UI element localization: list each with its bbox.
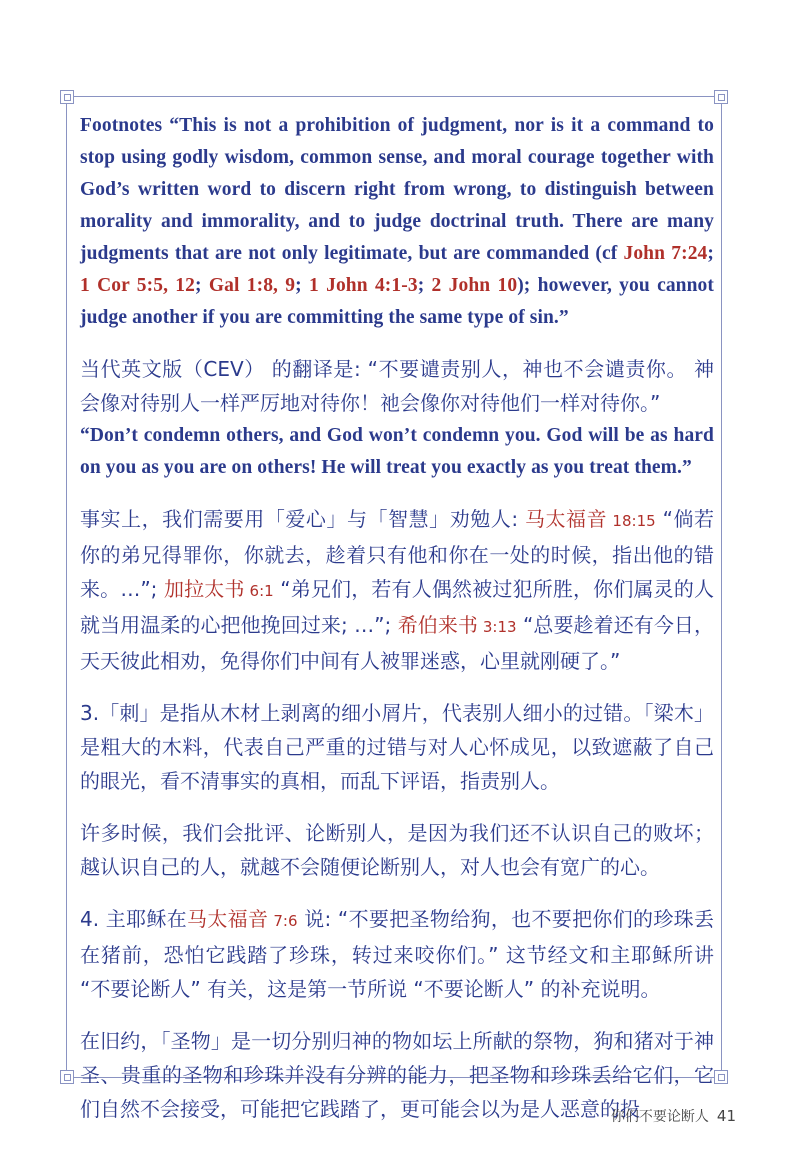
body-text: “总要趁着还有今日，天天彼此相劝，免得你们中间有人被罪迷惑，心里就刚硬了。” — [80, 613, 715, 673]
frame-corner-ornament — [60, 90, 74, 104]
body-text: 4. 主耶稣在 — [80, 907, 188, 931]
scripture-reference[interactable]: Gal 1:8, 9 — [208, 275, 296, 296]
cev-translation-paragraph — [80, 352, 714, 484]
page-number: 41 — [716, 1107, 736, 1125]
separator: ; — [417, 275, 432, 296]
separator: ; — [707, 243, 714, 264]
body-text: “弟兄们，若有人偶然被过犯所胜，你们属灵的人就当用温柔的心把他挽回过来; …”; — [80, 577, 714, 637]
scripture-reference[interactable]: 2 John 10 — [431, 275, 518, 296]
footnote-text: ); however, you cannot judge another if you are committing the same type of sin.” — [80, 275, 715, 328]
exhortation-paragraph — [80, 502, 714, 678]
running-footer-title: 你们不要论断人 — [610, 1109, 709, 1125]
note-3-paragraph: 3.「刺」是指从木材上剥离的细小屑片，代表别人细小的过错。「梁木」是粗大的木料，代表自己严重的过错与对人心怀成见，以致遮蔽了自己的眼光，看不清事实的真相，而乱下评语，指责别人。 — [80, 701, 714, 793]
scripture-reference[interactable]: 加拉太书 — [163, 577, 245, 601]
scripture-reference[interactable]: 1 John 4:1-3 — [309, 275, 418, 296]
scripture-reference[interactable]: 1 Cor 5:5, 12 — [80, 275, 196, 296]
scripture-reference[interactable]: 马太福音 — [187, 907, 269, 931]
frame-corner-ornament — [714, 90, 728, 104]
body-text: “倘若你的弟兄得罪你，你就去，趁着只有他和你在一处的时候，指出他的错来。…”; — [80, 507, 715, 601]
scripture-verse-number[interactable]: 18:15 — [607, 512, 656, 530]
cev-chinese-text: 当代英文版（CEV） 的翻译是: “不要谴责别人，神也不会谴责你。 神会像对待别人一样严厉地对待你！祂会像你对待他们一样对待你。” — [80, 357, 714, 415]
scripture-verse-number[interactable]: 6:1 — [244, 582, 274, 600]
separator: ; — [295, 275, 309, 296]
scripture-verse-number[interactable]: 7:6 — [268, 912, 298, 930]
body-text: 事实上，我们需要用「爱心」与「智慧」劝勉人: — [80, 507, 525, 531]
self-awareness-paragraph: 许多时候，我们会批评、论断别人，是因为我们还不认识自己的败坏；越认识自己的人，就越不会随便论断别人，对人也会有宽广的心。 — [80, 821, 714, 879]
separator: ; — [195, 275, 209, 296]
frame-corner-ornament — [60, 1070, 74, 1084]
cev-english-quote: “Don’t condemn others, and God won’t condemn you. God will be as hard on you as you are on others! He will treat you exactly as you treat them.” — [80, 425, 714, 478]
frame-corner-ornament — [714, 1070, 728, 1084]
footnote-text: Footnotes “This is not a prohibition of judgment, nor is it a command to stop using godly wisdom, common sense, and moral courage together with God’s written word to discern right from wrong, to distinguish between morality and immorality, and to judge doctrinal truth. There are many judgments that are not only legitimate, but are commanded (cf — [80, 115, 714, 264]
note-4-paragraph — [80, 902, 714, 1006]
scripture-reference[interactable]: John 7:24 — [623, 243, 708, 264]
footnote-paragraph — [80, 110, 714, 334]
page-footer — [611, 1106, 736, 1126]
page-body — [80, 110, 714, 1144]
scripture-reference[interactable]: 马太福音 — [524, 507, 608, 531]
scripture-verse-number[interactable]: 3:13 — [478, 618, 517, 636]
scripture-reference[interactable]: 希伯来书 — [397, 613, 478, 637]
old-testament-paragraph: 在旧约，「圣物」是一切分别归神的物如坛上所献的祭物，狗和猪对于神圣、贵重的圣物和珍珠并没有分辨的能力，把圣物和珍珠丢给它们，它们自然不会接受，可能把它践踏了，更可能会以为是人恶意的投 — [80, 1029, 714, 1121]
body-text: 说: “不要把圣物给狗，也不要把你们的珍珠丢在猪前，恐怕它践踏了珍珠，转过来咬你们。” 这节经文和主耶稣所讲 “不要论断人” 有关，这是第一节所说 “不要论断人” 的补充说明。 — [80, 907, 714, 1001]
